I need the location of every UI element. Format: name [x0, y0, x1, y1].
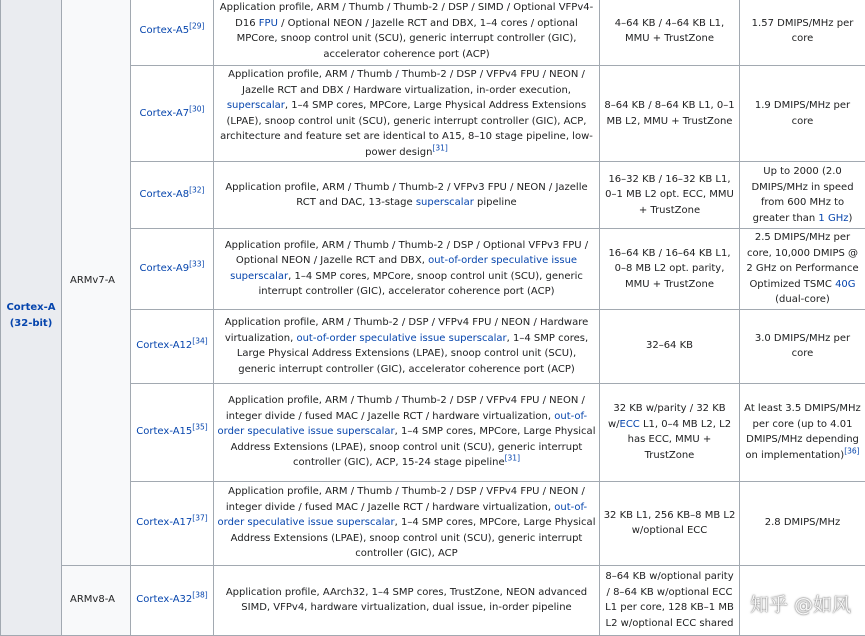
core-ref[interactable]: [34]: [192, 337, 207, 346]
table-row: [1, 309, 865, 383]
cache-cell: 16–64 KB / 16–64 KB L1, 0–8 MB L2 opt. parity, MMU + TrustZone: [600, 229, 740, 310]
core-link[interactable]: Cortex-A17: [136, 517, 192, 528]
table-row: [1, 66, 865, 162]
features-cell: [214, 383, 600, 481]
features-text: / Optional NEON / Jazelle RCT and DBX, 1–4 cores / optional MPCore, snoop control unit (SCU), generic interrupt controller (GIC), accelerator coherence port (ACP): [237, 18, 578, 60]
perf-cell: 1.9 DMIPS/MHz per core: [740, 66, 865, 162]
features-text: , 1–4 SMP cores, MPCore, Large Physical Address Extensions (LPAE), snoop control unit (SCU), generic interrupt controller (GIC), ACP, 15-24 stage pipeline: [231, 426, 596, 468]
core-cell[interactable]: [131, 229, 214, 310]
perf-cell: 2.8 DMIPS/MHz: [740, 481, 865, 565]
cache-cell: [600, 383, 740, 481]
cache-text: L1, 0–4 MB L2, L2 has ECC, MMU + TrustZone: [628, 419, 731, 461]
features-link[interactable]: FPU: [259, 18, 278, 29]
features-text: Application profile, ARM / Thumb / Thumb-2 / DSP / SIMD / Optional VFPv4-D16: [220, 2, 593, 29]
features-link[interactable]: superscalar: [416, 197, 474, 208]
perf-link[interactable]: 1 GHz: [818, 213, 848, 224]
watermark: 知乎 @如风: [750, 590, 851, 617]
core-ref[interactable]: [38]: [192, 591, 207, 600]
features-text: Application profile, ARM / Thumb / Thumb-2 / DSP / VFPv4 FPU / NEON / integer divide / fused MAC / Jazelle RCT / hardware virtualization,: [226, 486, 585, 513]
core-link[interactable]: Cortex-A8: [139, 189, 189, 200]
core-ref[interactable]: [37]: [192, 514, 207, 523]
core-cell[interactable]: [131, 481, 214, 565]
cache-cell: 4–64 KB / 4–64 KB L1, MMU + TrustZone: [600, 0, 740, 66]
core-link[interactable]: Cortex-A5: [139, 25, 189, 36]
core-link[interactable]: Cortex-A7: [139, 108, 189, 119]
core-cell[interactable]: [131, 383, 214, 481]
arch-cell-armv7: ARMv7-A: [62, 0, 131, 565]
arch-cell-armv8: ARMv8-A: [62, 565, 131, 635]
features-cell: [214, 309, 600, 383]
table-row: [1, 162, 865, 229]
core-link[interactable]: Cortex-A9: [139, 263, 189, 274]
perf-cell: 1.57 DMIPS/MHz per core: [740, 0, 865, 66]
features-text: , 1–4 SMP cores, MPCore, snoop control unit (SCU), generic interrupt controller (GIC), accelerator coherence port (ACP): [259, 271, 583, 298]
cache-link[interactable]: ECC: [620, 419, 640, 430]
features-text: , 1–4 SMP cores, MPCore, Large Physical Address Extensions (LPAE), snoop control unit (SCU), generic interrupt controller (GIC), ACP: [231, 517, 596, 559]
features-text: pipeline: [474, 197, 517, 208]
core-ref[interactable]: [32]: [189, 186, 204, 195]
features-cell: [214, 481, 600, 565]
perf-cell: 3.0 DMIPS/MHz per core: [740, 309, 865, 383]
perf-text: (dual-core): [775, 294, 830, 305]
core-link[interactable]: Cortex-A12: [136, 340, 192, 351]
perf-cell: [740, 229, 865, 310]
perf-text: 2.5 DMIPS/MHz per core, 10,000 DMIPS @ 2 GHz on Performance Optimized TSMC: [746, 232, 858, 290]
core-cell[interactable]: [131, 565, 214, 635]
table-row: [1, 383, 865, 481]
table-row: [1, 481, 865, 565]
family-cell[interactable]: [1, 0, 62, 635]
core-cell[interactable]: [131, 0, 214, 66]
features-cell: [214, 0, 600, 66]
features-cell: Application profile, AArch32, 1–4 SMP cores, TrustZone, NEON advanced SIMD, VFPv4, hardware virtualization, dual issue, in-order pipeline: [214, 565, 600, 635]
core-ref[interactable]: [29]: [189, 22, 204, 31]
perf-link[interactable]: 40G: [835, 279, 855, 290]
core-link[interactable]: Cortex-A15: [136, 426, 192, 437]
perf-text: Up to 2000 (2.0 DMIPS/MHz in speed from 600 MHz to greater than: [751, 166, 853, 224]
core-cell[interactable]: [131, 162, 214, 229]
features-text: Application profile, ARM / Thumb / Thumb-2 / DSP / VFPv4 FPU / NEON / integer divide / fused MAC / Jazelle RCT / hardware virtualization,: [226, 395, 585, 422]
features-ref[interactable]: [31]: [432, 143, 447, 152]
core-cell[interactable]: [131, 309, 214, 383]
core-ref[interactable]: [35]: [192, 423, 207, 432]
core-ref[interactable]: [30]: [189, 104, 204, 113]
features-text: , 1–4 SMP cores, Large Physical Address Extensions (LPAE), snoop control unit (SCU), generic interrupt controller (GIC), accelerator coherence port (ACP): [237, 333, 588, 375]
features-cell: [214, 66, 600, 162]
features-link[interactable]: out-of-order speculative issue superscalar: [296, 333, 506, 344]
table-row: [1, 229, 865, 310]
features-text: Application profile, ARM / Thumb / Thumb-2 / DSP / VFPv4 FPU / NEON / Jazelle RCT and DBX / Hardware virtualization, in-order execution,: [228, 69, 585, 96]
perf-cell: [740, 162, 865, 229]
features-link[interactable]: out-of-order speculative issue superscalar: [218, 411, 588, 438]
cache-text: 32 KB w/parity / 32 KB w/: [608, 403, 726, 430]
family-bits: (32-bit): [10, 318, 53, 329]
perf-text: At least 3.5 DMIPS/MHz per core (up to 4.01 DMIPS/MHz depending on implementation): [744, 403, 861, 461]
features-link[interactable]: out-of-order speculative issue superscalar: [218, 502, 588, 529]
core-ref[interactable]: [33]: [189, 260, 204, 269]
cache-cell: 16–32 KB / 16–32 KB L1, 0–1 MB L2 opt. ECC, MMU + TrustZone: [600, 162, 740, 229]
cache-cell: 8–64 KB w/optional parity / 8–64 KB w/optional ECC L1 per core, 128 KB–1 MB L2 w/optional ECC shared: [600, 565, 740, 635]
features-text: Application profile, ARM / Thumb-2 / DSP / VFPv4 FPU / NEON / Hardware virtualization,: [225, 317, 589, 344]
features-text: , 1–4 SMP cores, MPCore, Large Physical Address Extensions (LPAE), snoop control unit (SCU), generic interrupt controller (GIC), ACP, architecture and feature set are identical to A15, 8–10 stage pipeline, low-power design: [220, 100, 593, 158]
family-name[interactable]: Cortex-A: [6, 302, 55, 313]
features-ref[interactable]: [31]: [505, 454, 520, 463]
perf-text: ): [848, 213, 852, 224]
core-cell[interactable]: [131, 66, 214, 162]
features-text: Application profile, ARM / Thumb / Thumb-2 / VFPv3 FPU / NEON / Jazelle RCT and DAC, 13-stage: [225, 182, 587, 209]
perf-ref[interactable]: [36]: [844, 446, 859, 455]
perf-cell: [740, 383, 865, 481]
features-link[interactable]: superscalar: [227, 100, 285, 111]
features-cell: [214, 229, 600, 310]
cache-cell: 8–64 KB / 8–64 KB L1, 0–1 MB L2, MMU + TrustZone: [600, 66, 740, 162]
table-row: [1, 565, 865, 635]
cache-cell: 32 KB L1, 256 KB–8 MB L2 w/optional ECC: [600, 481, 740, 565]
features-text: Application profile, ARM / Thumb / Thumb-2 / DSP / Optional VFPv3 FPU / Optional NEON / Jazelle RCT and DBX,: [225, 240, 588, 267]
features-cell: [214, 162, 600, 229]
cache-cell: 32–64 KB: [600, 309, 740, 383]
features-link[interactable]: out-of-order speculative issue superscalar: [230, 255, 577, 282]
table-row: [1, 0, 865, 66]
core-link[interactable]: Cortex-A32: [136, 594, 192, 605]
